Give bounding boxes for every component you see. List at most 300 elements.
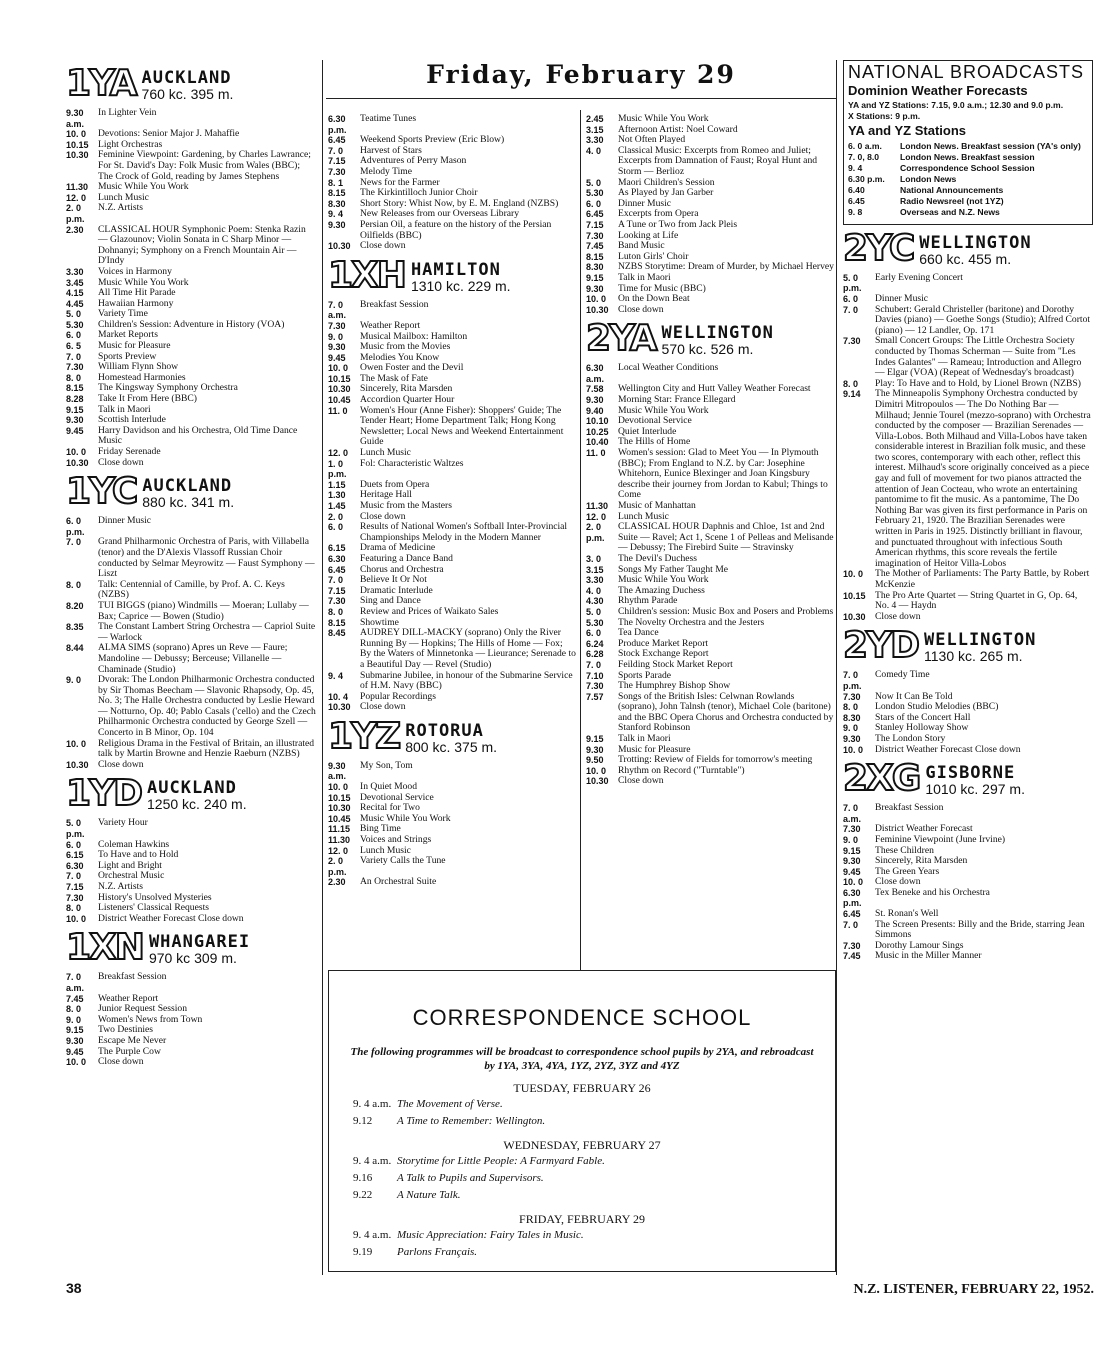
station-header bbox=[843, 758, 1093, 800]
programme-title: Sports Parade bbox=[618, 669, 672, 681]
programme-time: 6.15 bbox=[66, 850, 84, 861]
station-callsign: 2XG bbox=[843, 758, 920, 800]
programme-title: Melody Time bbox=[360, 165, 412, 177]
programme-time: 10.30 bbox=[66, 759, 89, 770]
programme-time: 6.30 bbox=[66, 860, 84, 871]
programme-title: Lunch Music bbox=[98, 191, 149, 203]
programme-entry bbox=[843, 951, 1093, 962]
correspondence-time: 9.19 bbox=[353, 1246, 373, 1258]
station-name: GISBORNE bbox=[925, 763, 1016, 784]
programme-title: Owen Foster and the Devil bbox=[360, 362, 464, 374]
programme-time: 9.45 bbox=[843, 866, 861, 877]
programme-time: 4.30 bbox=[586, 596, 604, 607]
national-programme: Correspondence School Session bbox=[900, 162, 1035, 173]
programme-entry bbox=[66, 150, 316, 182]
programme-title: Grand Philharmonic Orchestra of Paris, with Villabella (tenor) and the D'Alexis Vlassoff Russian Choir conducted by Selmar Meyrowitz — Faust Symphony — Liszt bbox=[98, 536, 315, 580]
programme-time: 10.45 bbox=[328, 395, 351, 406]
programme-title: The Kirkintilloch Junior Choir bbox=[360, 187, 478, 199]
programme-title: Teatime Tunes bbox=[360, 113, 417, 124]
programme-title: AUDREY DILL-MACKY (soprano) Only the River Running By — Hopkins; The Hills of Home — Fox; By the Waters of Minnetonka — Lieurance; Serenade to a Beautiful Day — Revel (Studio) bbox=[360, 627, 576, 670]
programme-time: 10. 0 bbox=[843, 744, 864, 755]
programme-entry bbox=[66, 447, 316, 458]
programme-title: Review and Prices of Waikato Sales bbox=[360, 605, 499, 617]
programme-entry bbox=[328, 406, 576, 448]
programme-time: 7. 0 bbox=[66, 871, 82, 882]
programme-title: In Quiet Mood bbox=[360, 781, 418, 793]
programme-entry bbox=[66, 537, 316, 579]
programme-entry bbox=[328, 761, 576, 782]
programme-time: 10. 0 bbox=[586, 765, 607, 776]
programme-title: A Tune or Two from Jack Pleis bbox=[618, 218, 738, 230]
programme-time: 2.45 bbox=[586, 114, 604, 124]
programme-title: Fol: Characteristic Waltzes bbox=[360, 457, 464, 469]
programme-time: 4.45 bbox=[66, 298, 84, 309]
programme-title: Feilding Stock Market Report bbox=[618, 658, 733, 670]
programme-title: Women's News from Town bbox=[98, 1013, 203, 1025]
programme-time: 7.45 bbox=[66, 993, 84, 1004]
station-header bbox=[843, 625, 1093, 667]
programme-title: Bing Time bbox=[360, 823, 401, 835]
programme-title: District Weather Forecast Close down bbox=[875, 743, 1021, 755]
programme-entry bbox=[328, 241, 576, 252]
programme-time: 2. 0 p.m. bbox=[66, 203, 85, 224]
station-meta bbox=[410, 259, 511, 294]
programme-time: 7.45 bbox=[843, 951, 861, 962]
column-rule-3 bbox=[580, 110, 581, 970]
programme-title: Close down bbox=[360, 510, 406, 522]
programme-title: These Children bbox=[875, 844, 934, 856]
programme-time: 7.45 bbox=[586, 241, 604, 252]
programme-title: N.Z. Artists bbox=[98, 202, 144, 214]
station-meta bbox=[919, 232, 1032, 267]
programme-entry bbox=[328, 321, 576, 332]
programme-time: 10.45 bbox=[328, 813, 351, 824]
programme-time: 7. 0 a.m. bbox=[66, 972, 85, 993]
programme-title: Devotions: Senior Major J. Mahaffie bbox=[98, 128, 240, 140]
programme-time: 9.30 bbox=[586, 395, 604, 406]
national-programme: Overseas and N.Z. News bbox=[900, 206, 1000, 217]
programme-time: 9.15 bbox=[586, 734, 604, 745]
programme-time: 8.28 bbox=[66, 394, 84, 405]
programme-entry bbox=[843, 835, 1093, 846]
programme-title: Hawaiian Harmony bbox=[98, 297, 174, 309]
programme-title: The Green Years bbox=[875, 865, 940, 877]
programme-title: Religious Drama in the Festival of Britain, an illustrated talk by Martin Browne and Henzie Raeburn (NZBS) bbox=[98, 737, 315, 760]
programme-time: 5.30 bbox=[586, 188, 604, 199]
programme-entry bbox=[843, 569, 1093, 590]
station-header bbox=[328, 715, 576, 757]
programme-title: District Weather Forecast bbox=[875, 823, 973, 835]
programme-entry bbox=[586, 363, 834, 384]
programme-entry bbox=[66, 1036, 316, 1047]
programme-time: 8.15 bbox=[66, 383, 84, 394]
programme-title: Close down bbox=[618, 775, 664, 787]
programme-title: Friday Serenade bbox=[98, 446, 161, 457]
station-header bbox=[66, 773, 316, 815]
correspondence-time: 9. 4 a.m. bbox=[353, 1229, 392, 1241]
programme-title: On the Down Beat bbox=[618, 293, 690, 305]
programme-time: 7.30 bbox=[586, 681, 604, 692]
programme-title: As Played by Jan Garber bbox=[618, 187, 714, 199]
programme-title: Women's session: Glad to Meet You — In Plymouth (BBC); From England to N.Z. by Car: Josephine Whitehorn, Eunice Blexinger and Joan Kingsbury describe their journey from Jordan to Kabul; Things to Come bbox=[618, 447, 828, 501]
programme-title: Dinner Music bbox=[618, 197, 672, 209]
programme-title: Chorus and Orchestra bbox=[360, 563, 444, 575]
programme-time: 11. 0 bbox=[586, 448, 606, 459]
correspondence-item bbox=[353, 1227, 835, 1244]
programme-title: St. Ronan's Well bbox=[875, 908, 939, 920]
programme-title: Harry Davidson and his Orchestra, Old Time Dance Music bbox=[98, 424, 298, 447]
programme-time: 7.30 bbox=[843, 336, 861, 347]
programme-time: 10. 0 bbox=[66, 129, 87, 140]
station-name: HAMILTON bbox=[410, 259, 501, 280]
programme-title: London Studio Melodies (BBC) bbox=[875, 701, 999, 713]
programme-time: 8. 0 bbox=[328, 606, 344, 617]
programme-time: 10.25 bbox=[586, 426, 609, 437]
programme-title: Maori Children's Session bbox=[618, 176, 715, 188]
national-time: 9. 8 bbox=[848, 206, 863, 217]
programme-time: 12. 0 bbox=[328, 845, 349, 856]
programme-entry bbox=[843, 591, 1093, 612]
programme-time: 11.15 bbox=[328, 824, 351, 835]
station-frequency: 760 kc. 395 m. bbox=[141, 86, 234, 102]
programme-title: Breakfast Session bbox=[875, 802, 944, 814]
programme-title: The Purple Cow bbox=[98, 1045, 161, 1057]
programme-title: Drama of Medicine bbox=[360, 542, 436, 554]
correspondence-title: A Nature Talk. bbox=[397, 1189, 461, 1201]
station-meta bbox=[142, 70, 234, 102]
programme-title: CLASSICAL HOUR Daphnis and Chloe, 1st and 2nd Suite — Ravel; Act 1, Scene 1 of Pelleas and Melisande — Debussy; The Firebird Suite — Stravinsky bbox=[618, 521, 834, 554]
programme-time: 10.30 bbox=[328, 803, 351, 814]
programme-time: 7. 0 bbox=[66, 351, 82, 362]
programme-entry bbox=[586, 501, 834, 512]
programme-title: Breakfast Session bbox=[98, 971, 167, 983]
programme-title: Excerpts from Opera bbox=[618, 208, 699, 220]
programme-time: 7.57 bbox=[586, 691, 604, 702]
programme-time: 9. 0 bbox=[66, 675, 82, 686]
programme-title: Produce Market Report bbox=[618, 637, 709, 649]
programme-time: 7. 0 p.m. bbox=[843, 670, 862, 691]
programme-title: The Kingsway Symphony Orchestra bbox=[98, 382, 238, 394]
programme-entry bbox=[586, 305, 834, 316]
stations-title: YA and YZ Stations bbox=[848, 123, 966, 139]
programme-time: 9.30 bbox=[586, 283, 604, 294]
programme-title: Stars of the Concert Hall bbox=[875, 711, 971, 723]
programme-title: News for the Farmer bbox=[360, 176, 440, 188]
programme-entry bbox=[586, 114, 834, 125]
national-row bbox=[848, 185, 1088, 196]
programme-title: Results of National Women's Softball Inter-Provincial Championships Melody in the Modern Manner bbox=[360, 521, 568, 543]
programme-time: 8. 1 bbox=[328, 177, 344, 188]
programme-title: Submarine Jubilee, in honour of the Submarine Service of H.M. Navy (BBC) bbox=[360, 669, 573, 692]
programme-title: TUI BIGGS (piano) Windmills — Moeran; Lullaby — Bax; Caprice — Bowen (Studio) bbox=[98, 599, 309, 622]
programme-entry bbox=[328, 300, 576, 321]
programme-time: 10.15 bbox=[328, 792, 351, 803]
programme-title: Variety Hour bbox=[98, 817, 148, 829]
programme-title: The Devil's Duchess bbox=[618, 552, 697, 564]
programme-time: 9.30 a.m. bbox=[66, 108, 85, 129]
programme-time: 7. 0 bbox=[843, 304, 859, 315]
programme-time: 7.15 bbox=[66, 882, 84, 892]
programme-title: The Screen Presents: Billy and the Bride, starring Jean Simmons bbox=[875, 918, 1085, 941]
programme-time: 9. 0 bbox=[328, 331, 344, 342]
programme-time: 6.45 bbox=[328, 135, 346, 146]
programme-title: Music While You Work bbox=[360, 812, 451, 824]
programme-entry bbox=[586, 554, 834, 565]
programme-time: 8.15 bbox=[328, 617, 346, 628]
programme-title: Children's Session: Adventure in History (VOA) bbox=[98, 318, 285, 330]
national-time: 6. 0 a.m. bbox=[848, 140, 882, 151]
programme-title: Close down bbox=[360, 701, 406, 713]
programme-time: 7.30 bbox=[66, 362, 84, 373]
programme-time: 7.30 bbox=[328, 166, 346, 177]
programme-title: Tea Dance bbox=[618, 627, 659, 639]
programme-title: The London Story bbox=[875, 732, 946, 744]
programme-time: 7.15 bbox=[586, 219, 604, 230]
programme-entry bbox=[328, 554, 576, 565]
programme-time: 1.30 bbox=[328, 490, 346, 501]
national-row bbox=[848, 207, 1088, 218]
programme-title: Light and Bright bbox=[98, 859, 162, 871]
programme-time: 11.30 bbox=[328, 835, 351, 846]
programme-entry bbox=[586, 660, 834, 671]
programme-entry bbox=[66, 1057, 316, 1068]
correspondence-heading: CORRESPONDENCE SCHOOL bbox=[412, 1005, 752, 1030]
programme-entry bbox=[66, 580, 316, 601]
programme-title: N.Z. Artists bbox=[98, 881, 144, 892]
station-frequency: 1130 kc. 265 m. bbox=[924, 648, 1023, 665]
programme-title: Persian Oil, a feature on the history of the Persian Oilfields (BBC) bbox=[360, 218, 552, 241]
national-programme: London News. Breakfast session (YA's only) bbox=[900, 140, 1081, 151]
correspondence-time: 9. 4 a.m. bbox=[353, 1098, 392, 1110]
national-time: 9. 4 bbox=[848, 162, 863, 173]
programme-title: Popular Recordings bbox=[360, 690, 436, 702]
station-frequency: 1310 kc. 229 m. bbox=[410, 277, 511, 294]
programme-time: 7. 0 bbox=[328, 145, 344, 156]
programme-entry bbox=[843, 273, 1093, 294]
correspondence-day: TUESDAY, FEBRUARY 26 bbox=[513, 1081, 651, 1095]
programme-time: 5. 0 bbox=[586, 606, 602, 617]
station-meta bbox=[149, 934, 250, 966]
programme-time: 12. 0 bbox=[328, 448, 349, 459]
column-rule-2 bbox=[836, 60, 837, 1275]
national-row bbox=[848, 196, 1088, 207]
programme-entry bbox=[328, 877, 576, 888]
national-time: 7. 0, 8.0 bbox=[848, 151, 880, 162]
programme-time: 1. 0 p.m. bbox=[328, 458, 347, 480]
correspondence-item bbox=[353, 1170, 835, 1187]
programme-time: 8.15 bbox=[328, 188, 346, 199]
station-frequency: 800 kc. 375 m. bbox=[405, 738, 498, 755]
programme-entry bbox=[328, 459, 576, 480]
correspondence-day: WEDNESDAY, FEBRUARY 27 bbox=[503, 1138, 661, 1152]
correspondence-title: A Time to Remember: Wellington. bbox=[397, 1115, 546, 1127]
publication-line: N.Z. LISTENER, FEBRUARY 22, 1952. bbox=[853, 1282, 1094, 1297]
programme-title: Close down bbox=[98, 1056, 144, 1068]
programme-title: Early Evening Concert bbox=[875, 271, 963, 283]
programme-time: 8. 0 bbox=[843, 702, 859, 713]
programme-title: Musical Mailbox: Hamilton bbox=[360, 330, 468, 342]
station-header bbox=[843, 227, 1093, 269]
programme-title: Homestead Harmonies bbox=[98, 371, 186, 383]
programme-time: 9.45 bbox=[66, 425, 84, 436]
programme-time: 7. 0 a.m. bbox=[843, 803, 862, 824]
programme-title: Dorothy Lamour Sings bbox=[875, 939, 964, 951]
weather-title: Dominion Weather Forecasts bbox=[848, 82, 1028, 98]
station-header bbox=[586, 318, 834, 360]
programme-time: 10. 0 bbox=[328, 782, 349, 793]
programme-entry bbox=[843, 734, 1093, 745]
programme-title: Band Music bbox=[618, 240, 665, 252]
programme-title: Recital for Two bbox=[360, 802, 420, 814]
programme-title: Play: To Have and to Hold, by Lionel Brown (NZBS) bbox=[875, 377, 1081, 389]
programme-time: 7. 0 a.m. bbox=[328, 299, 347, 321]
programme-time: 6. 0 bbox=[586, 198, 602, 209]
programme-entry bbox=[843, 305, 1093, 337]
programme-time: 8.30 bbox=[328, 198, 346, 209]
programme-title: Comedy Time bbox=[875, 669, 930, 681]
programme-time: 5. 0 p.m. bbox=[843, 272, 862, 294]
programme-entry bbox=[66, 972, 316, 993]
programme-time: 7.30 bbox=[843, 691, 861, 702]
national-row bbox=[848, 163, 1088, 174]
programme-title: Close down bbox=[618, 303, 664, 315]
programme-title: Music from the Masters bbox=[360, 500, 452, 511]
programme-time: 4.15 bbox=[66, 288, 84, 299]
programme-time: 6. 0 bbox=[66, 330, 82, 341]
programme-title: Schubert: Gerald Christeller (baritone) and Dorothy Davies (piano) — Goethe Songs (Studio); Alfred Cortot (piano) — 12 Landler, Op. 171 bbox=[875, 303, 1091, 336]
station-name: AUCKLAND bbox=[147, 778, 237, 799]
programme-time: 10.15 bbox=[328, 373, 351, 384]
programme-title: NZBS Storytime: Dream of Murder, by Michael Hervey bbox=[618, 261, 834, 273]
programme-time: 2. 0 bbox=[328, 511, 344, 522]
station-frequency: 970 kc 309 m. bbox=[148, 950, 237, 967]
programme-title: Talk in Maori bbox=[618, 271, 671, 283]
programme-entry bbox=[843, 670, 1093, 691]
programme-time: 7.30 bbox=[843, 824, 861, 835]
programme-entry bbox=[586, 692, 834, 734]
programme-entry bbox=[843, 920, 1093, 941]
national-row bbox=[848, 174, 1088, 185]
programme-time: 7.30 bbox=[328, 320, 346, 331]
programme-entry bbox=[66, 426, 316, 447]
programme-entry bbox=[328, 671, 576, 692]
programme-entry bbox=[586, 220, 834, 231]
programme-time: 10. 0 bbox=[66, 1057, 87, 1068]
programme-title: Voices and Strings bbox=[360, 834, 432, 846]
programme-time: 6. 0 bbox=[843, 293, 859, 304]
programme-title: Voices in Harmony bbox=[98, 265, 172, 277]
programme-time: 9.14 bbox=[843, 389, 861, 400]
programme-title: Adventures of Perry Mason bbox=[360, 155, 467, 167]
programme-title: Junior Request Session bbox=[98, 1003, 188, 1015]
programme-time: 9.15 bbox=[843, 845, 861, 856]
programme-time: 9.30 bbox=[586, 744, 604, 755]
programme-time: 11.30 bbox=[66, 182, 89, 193]
programme-time: 6.45 bbox=[843, 909, 861, 920]
programme-title: Close down bbox=[98, 758, 144, 770]
programme-time: 9.30 bbox=[328, 342, 346, 353]
programme-title: Breakfast Session bbox=[360, 298, 429, 310]
programme-time: 9.30 bbox=[66, 1035, 84, 1046]
programme-title: Listeners' Classical Requests bbox=[98, 902, 209, 914]
programme-time: 5. 0 bbox=[66, 309, 82, 320]
programme-title: Market Reports bbox=[98, 329, 158, 341]
programme-entry bbox=[586, 776, 834, 787]
national-row bbox=[848, 152, 1088, 163]
programme-time: 9. 0 bbox=[843, 723, 859, 734]
programme-title: Classical Music: Excerpts from Romeo and Juliet; Excerpts from Damnation of Faust; Royal Hunt and Storm — Berlioz bbox=[618, 144, 818, 177]
programme-time: 1.15 bbox=[328, 479, 346, 490]
programme-title: New Releases from our Overseas Library bbox=[360, 208, 520, 220]
programme-time: 11. 0 bbox=[328, 405, 348, 416]
programme-title: Feminine Viewpoint (June Irvine) bbox=[875, 833, 1006, 845]
programme-entry bbox=[328, 114, 576, 135]
programme-entry bbox=[328, 702, 576, 713]
programme-entry bbox=[843, 389, 1093, 569]
programme-time: 7.10 bbox=[586, 670, 604, 681]
programme-title: Tex Beneke and his Orchestra bbox=[875, 886, 990, 898]
programme-time: 10. 0 bbox=[66, 738, 87, 749]
programme-time: 7.30 bbox=[66, 892, 84, 903]
programme-title: Devotional Service bbox=[360, 791, 434, 803]
programme-time: 10.30 bbox=[586, 304, 609, 315]
programme-entry bbox=[586, 146, 834, 178]
programme-title: Escape Me Never bbox=[98, 1034, 167, 1046]
programme-title: The Mask of Fate bbox=[360, 372, 428, 384]
correspondence-time: 9. 4 a.m. bbox=[353, 1155, 392, 1167]
programme-title: Morning Star: France Ellegard bbox=[618, 394, 736, 406]
correspondence-day: FRIDAY, FEBRUARY 29 bbox=[519, 1212, 645, 1226]
station-meta bbox=[405, 720, 498, 755]
programme-entry bbox=[586, 273, 834, 284]
programme-entry bbox=[328, 856, 576, 877]
correspondence-item bbox=[353, 1153, 835, 1170]
programme-entry bbox=[66, 458, 316, 469]
programme-title: Close down bbox=[98, 456, 144, 468]
programme-time: 3.15 bbox=[586, 124, 604, 135]
programme-time: 8. 0 bbox=[66, 372, 82, 383]
programme-title: To Have and to Hold bbox=[98, 849, 179, 861]
programme-time: 7.30 bbox=[328, 596, 346, 607]
programme-time: 6.30 bbox=[328, 553, 346, 564]
station-frequency: 1010 kc. 297 m. bbox=[925, 781, 1025, 798]
programme-time: 11.30 bbox=[586, 501, 609, 511]
programme-title: William Flynn Show bbox=[98, 361, 179, 373]
programme-time: 9. 0 bbox=[843, 834, 859, 845]
programme-title: An Orchestral Suite bbox=[360, 876, 437, 888]
programme-time: 10. 0 bbox=[843, 569, 864, 580]
programme-title: Weather Report bbox=[360, 319, 421, 331]
page-title: Friday, February 29 bbox=[426, 60, 736, 89]
correspondence-title: Storytime for Little People: A Farmyard Fable. bbox=[397, 1155, 605, 1167]
programme-time: 7.15 bbox=[328, 585, 346, 596]
national-time: 6.30 p.m. bbox=[848, 173, 885, 184]
programme-title: Variety Time bbox=[98, 308, 148, 320]
programme-title: Feminine Viewpoint: Gardening, by Charles Lawrance; For St. David's Day: Folk Music from Wales (BBC); The Crock of Gold, reading by James Stephens bbox=[98, 149, 311, 182]
programme-title: Children's session: Music Box and Posers and Problems bbox=[618, 605, 834, 617]
programme-title: Close down bbox=[875, 610, 921, 622]
programme-title: Music from the Movies bbox=[360, 341, 451, 353]
programme-title: ALMA SIMS (soprano) Apres un Reve — Faure; Mandoline — Debussy; Berceuse; Villanelle — Chaminade (Studio) bbox=[98, 642, 288, 675]
programme-title: Lunch Music bbox=[360, 844, 411, 856]
programme-time: 7.15 bbox=[328, 156, 346, 167]
programme-entry bbox=[843, 336, 1093, 378]
programme-time: 7.58 bbox=[586, 384, 604, 395]
programme-title: The Constant Lambert String Orchestra — Capriol Suite — Warlock bbox=[98, 621, 316, 643]
programme-title: Talk in Maori bbox=[618, 733, 671, 745]
correspondence-title: Music Appreciation: Fairy Tales in Music. bbox=[397, 1229, 584, 1241]
correspondence-item bbox=[353, 1244, 835, 1261]
